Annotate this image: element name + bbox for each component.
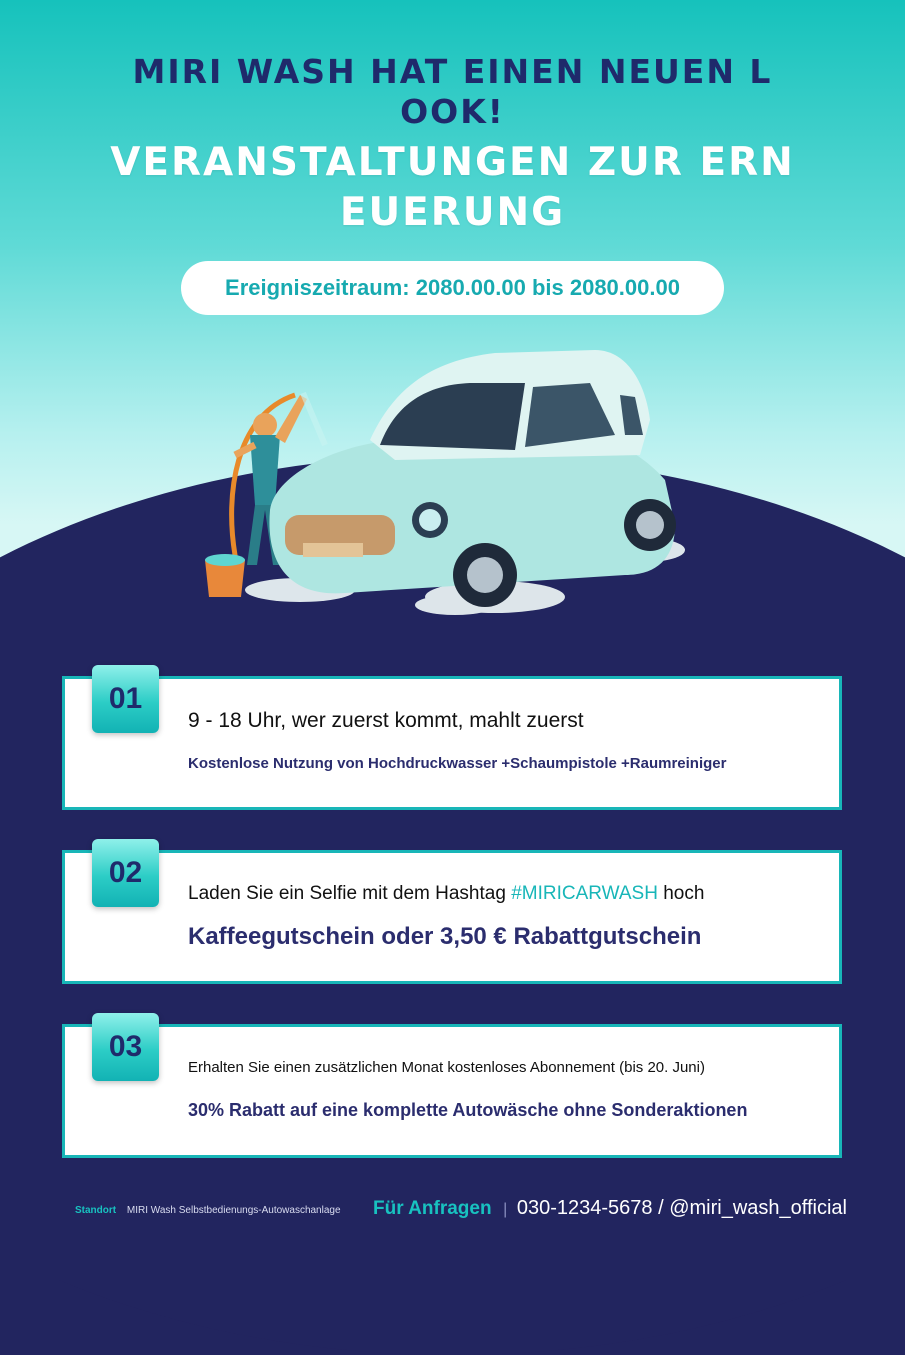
number-badge: 01 xyxy=(92,665,159,733)
car-icon xyxy=(269,350,676,607)
contact-value: 030-1234-5678 / @miri_wash_official xyxy=(516,1197,847,1219)
number-badge: 03 xyxy=(92,1013,159,1081)
headline: MIRI WASH HAT EINEN NEUEN L OOK! xyxy=(132,52,773,131)
footer-location xyxy=(75,1205,341,1216)
subheadline: VERANSTALTUNGEN ZUR ERN EUERUNG xyxy=(110,140,795,235)
feature-title: 9 - 18 Uhr, wer zuerst kommt, mahlt zuerst xyxy=(188,709,584,732)
feature-detail: Kostenlose Nutzung von Hochdruckwasser +Schaumpistole +Raumreiniger xyxy=(188,755,727,772)
feature-title xyxy=(188,883,704,905)
feature-title-text: hoch xyxy=(657,883,705,904)
bucket-icon xyxy=(205,554,245,597)
feature-detail: Kaffeegutschein oder 3,50 € Rabattgutschein xyxy=(188,923,702,950)
footer-contact xyxy=(373,1197,847,1220)
event-period-pill: Ereigniszeitraum: 2080.00.00 bis 2080.00.00 xyxy=(181,261,724,315)
contact-label: Für Anfragen xyxy=(373,1198,492,1219)
hashtag: #MIRICARWASH xyxy=(511,883,658,904)
feature-card-3 xyxy=(62,1024,842,1158)
feature-title-text: Laden Sie ein Selfie mit dem Hashtag xyxy=(188,883,512,904)
feature-card-2 xyxy=(62,850,842,984)
feature-card-1 xyxy=(62,676,842,810)
feature-title: Erhalten Sie einen zusätzlichen Monat kostenloses Abonnement (bis 20. Juni) xyxy=(188,1059,705,1076)
feature-detail: 30% Rabatt auf eine komplette Autowäsche ohne Sonderaktionen xyxy=(188,1100,748,1120)
car-wash-illustration xyxy=(195,335,715,635)
location-label: Standort xyxy=(75,1205,117,1216)
divider: | xyxy=(503,1201,508,1218)
number-badge: 02 xyxy=(92,839,159,907)
location-value: MIRI Wash Selbstbedienungs-Autowaschanlage xyxy=(126,1205,341,1216)
